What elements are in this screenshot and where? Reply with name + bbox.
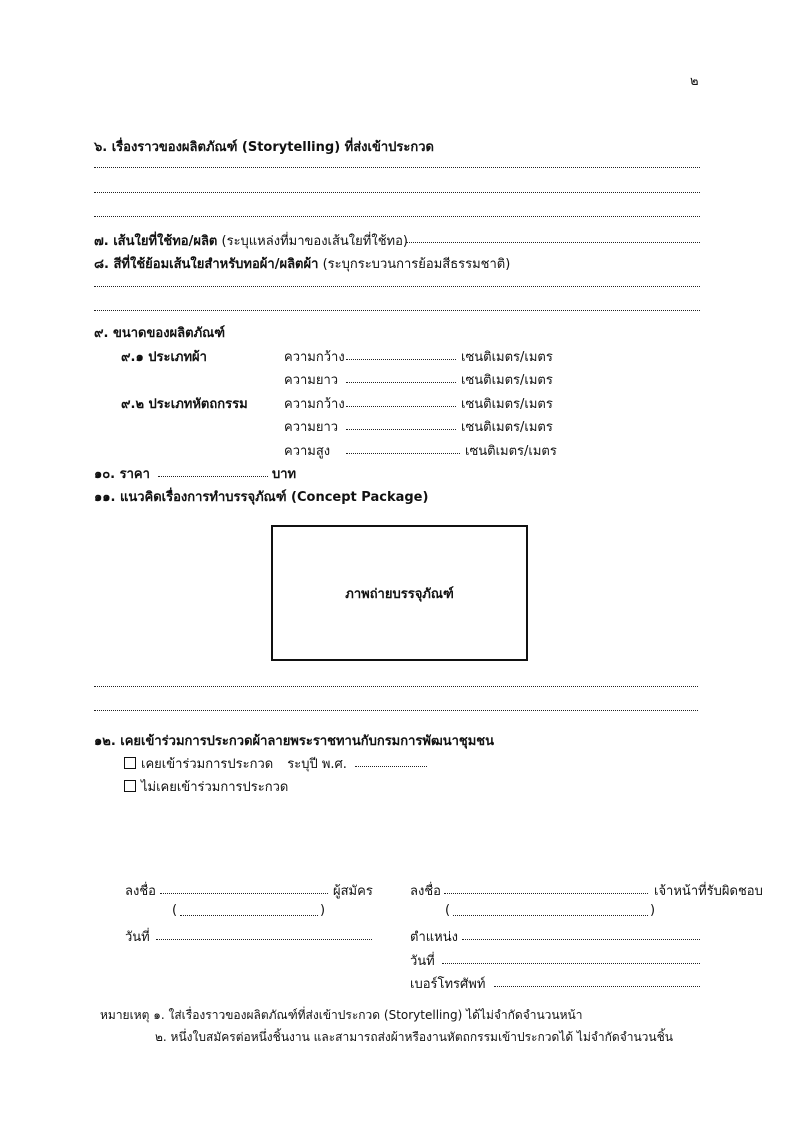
fabric-width-label: ความกว้าง	[284, 350, 345, 365]
applicant-name-field[interactable]	[180, 915, 318, 916]
applicant-sign-field[interactable]	[160, 893, 328, 894]
storytelling-line-2[interactable]	[94, 192, 700, 193]
craft-width-field[interactable]	[346, 406, 456, 407]
note-2: ๒. หนึ่งใบสมัครต่อหนึ่งชิ้นงาน และสามารถส่งผ้าหรืองานหัตถกรรมเข้าประกวดได้ ไม่จำกัดจำนวนชิ้น	[155, 1030, 673, 1044]
price-unit: บาท	[272, 467, 297, 482]
craft-length-label: ความยาว	[284, 420, 339, 435]
applicant-date-label: วันที่	[125, 930, 150, 945]
note-line-1	[100, 1006, 582, 1025]
officer-phone-field[interactable]	[494, 986, 700, 987]
section-9-1-title: ๙.๑ ประเภทผ้า	[121, 350, 207, 365]
applicant-role: ผู้สมัคร	[333, 884, 373, 899]
applicant-open-paren: (	[172, 903, 178, 918]
section-7-title: ๗. เส้นใยที่ใช้ทอ/ผลิต	[94, 234, 218, 249]
craft-width-unit: เซนติเมตร/เมตร	[461, 397, 553, 412]
officer-position-field[interactable]	[462, 939, 700, 940]
section-8-row	[94, 253, 510, 274]
dye-process-line-1[interactable]	[94, 286, 700, 287]
price-field[interactable]	[158, 476, 268, 477]
note-label: หมายเหตุ	[100, 1008, 150, 1022]
fabric-width-unit: เซนติเมตร/เมตร	[461, 350, 553, 365]
not-participated-label: ไม่เคยเข้าร่วมการประกวด	[141, 780, 289, 795]
package-photo-box[interactable]	[271, 525, 528, 661]
section-9-title: ๙. ขนาดของผลิตภัณฑ์	[94, 326, 225, 341]
section-9-2-title: ๙.๒ ประเภทหัตถกรรม	[121, 397, 248, 412]
section-12-title: ๑๒. เคยเข้าร่วมการประกวดผ้าลายพระราชทานกับกรมการพัฒนาชุมชน	[94, 734, 495, 749]
note-1: ๑. ใส่เรื่องราวของผลิตภัณฑ์ที่ส่งเข้าประกวด (Storytelling) ได้ไม่จำกัดจำนวนหน้า	[153, 1008, 583, 1022]
fabric-length-label: ความยาว	[284, 373, 339, 388]
officer-sign-label: ลงชื่อ	[410, 884, 441, 899]
fabric-length-unit: เซนติเมตร/เมตร	[461, 373, 553, 388]
section-10-title: ๑๐. ราคา	[94, 467, 150, 482]
option-not-participated[interactable]	[124, 776, 288, 797]
craft-width-label: ความกว้าง	[284, 397, 345, 412]
storytelling-line-1[interactable]	[94, 167, 700, 168]
section-8-hint: (ระบุกระบวนการย้อมสีธรรมชาติ)	[322, 257, 511, 272]
officer-date-label: วันที่	[410, 954, 435, 969]
fabric-length-field[interactable]	[346, 382, 456, 383]
officer-phone-label: เบอร์โทรศัพท์	[410, 977, 486, 992]
officer-open-paren: (	[445, 903, 451, 918]
applicant-date-field[interactable]	[156, 939, 372, 940]
craft-height-field[interactable]	[346, 453, 460, 454]
participated-year-field[interactable]	[355, 766, 427, 767]
page-number: ๒	[690, 74, 699, 89]
applicant-sign-label: ลงชื่อ	[125, 884, 156, 899]
officer-name-field[interactable]	[453, 915, 648, 916]
option-participated[interactable]	[124, 753, 347, 774]
concept-line-2[interactable]	[94, 710, 698, 711]
concept-line-1[interactable]	[94, 686, 698, 687]
section-8-title: ๘. สีที่ใช้ย้อมเส้นใยสำหรับทอผ้า/ผลิตผ้า	[94, 257, 319, 272]
craft-length-field[interactable]	[346, 429, 456, 430]
package-photo-label: ภาพถ่ายบรรจุภัณฑ์	[345, 586, 454, 602]
applicant-close-paren: )	[320, 903, 326, 918]
fabric-width-field[interactable]	[346, 359, 456, 360]
section-7-hint: (ระบุแหล่งที่มาของเส้นใยที่ใช้ทอ)	[221, 234, 408, 249]
officer-sign-field[interactable]	[444, 893, 648, 894]
participated-label: เคยเข้าร่วมการประกวด	[141, 757, 274, 772]
fiber-source-field[interactable]	[406, 242, 700, 243]
participated-year-label: ระบุปี พ.ศ.	[287, 757, 347, 772]
dye-process-line-2[interactable]	[94, 310, 700, 311]
craft-height-unit: เซนติเมตร/เมตร	[465, 444, 557, 459]
officer-role: เจ้าหน้าที่รับผิดชอบ	[654, 884, 763, 899]
section-6-title: ๖. เรื่องราวของผลิตภัณฑ์ (Storytelling) ที่ส่งเข้าประกวด	[94, 140, 434, 155]
not-participated-checkbox[interactable]	[124, 780, 136, 792]
officer-position-label: ตำแหน่ง	[410, 930, 458, 945]
storytelling-line-3[interactable]	[94, 216, 700, 217]
officer-close-paren: )	[650, 903, 656, 918]
officer-date-field[interactable]	[442, 963, 700, 964]
section-7-row	[94, 230, 408, 251]
section-11-title: ๑๑. แนวคิดเรื่องการทำบรรจุภัณฑ์ (Concept Package)	[94, 490, 429, 505]
craft-height-label: ความสูง	[284, 444, 331, 459]
craft-length-unit: เซนติเมตร/เมตร	[461, 420, 553, 435]
participated-checkbox[interactable]	[124, 757, 136, 769]
